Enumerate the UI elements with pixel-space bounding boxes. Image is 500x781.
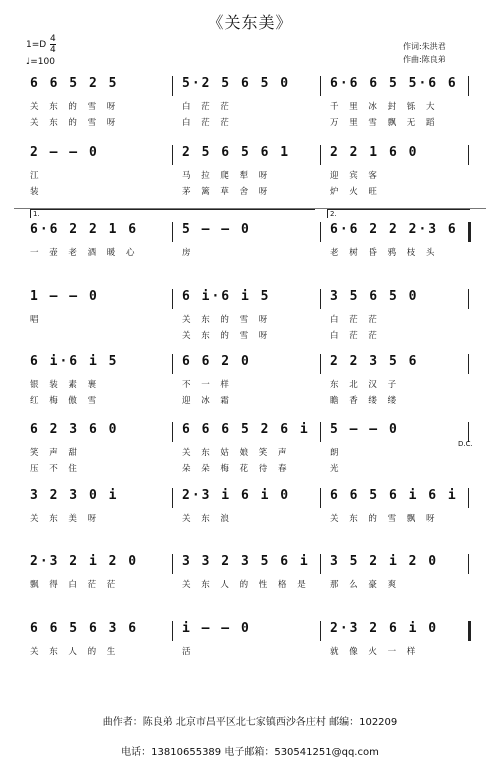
lyric-verse-1: 千 里 冰 封 铄 大 — [330, 102, 439, 112]
lyric-verse-1: 房 — [182, 248, 195, 258]
bar-line — [320, 554, 321, 574]
bar-line — [320, 145, 321, 165]
lyric-verse-2: 压 不 住 — [30, 464, 81, 474]
measure-notes: 1 — — 0 — [30, 289, 99, 304]
lyric-verse-2: 白 茫 茫 — [182, 118, 233, 128]
measure-notes: 2 — — 0 — [30, 145, 99, 160]
bar-line — [172, 222, 173, 242]
bar-line — [172, 76, 173, 96]
measure-notes: 2 2 3 5 6 — [330, 354, 419, 369]
bar-line — [320, 621, 321, 641]
footer-composer-info: 曲作者：陈良弟 北京市昌平区北七家镇西沙各庄村 邮编：102209 — [102, 717, 398, 728]
bar-line — [172, 354, 173, 374]
lyric-verse-1: 唱 — [30, 315, 43, 325]
composer: 作曲:陈良弟 — [403, 55, 446, 64]
lyric-verse-2: 茅 篱 草 舍 呀 — [182, 187, 272, 197]
time-signature — [50, 34, 56, 55]
lyric-verse-1: 东 北 汉 子 — [330, 380, 401, 390]
volta-2: 2. — [327, 209, 470, 218]
footer-contact-info: 电话：13810655389 电子邮箱：530541251@qq.com — [121, 747, 379, 758]
measure-notes: i — — 0 — [182, 621, 251, 636]
bar-line — [320, 354, 321, 374]
bar-line — [320, 76, 321, 96]
lyric-verse-1: 老 树 昏 鸦 枝 头 — [330, 248, 439, 258]
dc-marking: D.C. — [458, 440, 473, 448]
bar-line-end — [468, 422, 469, 442]
lyric-verse-2: 朵 朵 梅 花 待 春 — [182, 464, 291, 474]
measure-notes: 6 6 5 2 5 — [30, 76, 119, 91]
time-bottom: 4 — [50, 45, 56, 55]
lyric-verse-2: 光 — [330, 464, 343, 474]
lyric-verse-1: 那 么 豪 爽 — [330, 580, 401, 590]
lyric-verse-1: 迎 宾 客 — [330, 171, 381, 181]
lyric-verse-2: 迎 冰 霜 — [182, 396, 233, 406]
lyric-verse-2: 关 东 的 雪 呀 — [30, 118, 120, 128]
lyric-verse-1: 白 茫 茫 — [330, 315, 381, 325]
bar-line-end — [468, 488, 469, 508]
measure-notes: 6·6 6 5 5·6 6 — [330, 76, 458, 91]
bar-line — [320, 222, 321, 242]
bar-line-end — [468, 222, 471, 242]
lyric-verse-2: 炉 火 旺 — [330, 187, 381, 197]
bar-line — [320, 289, 321, 309]
lyric-verse-1: 朗 — [330, 448, 343, 458]
bar-line — [320, 488, 321, 508]
bar-line — [320, 422, 321, 442]
measure-notes: 3 3 2 3 5 6 i — [182, 554, 310, 569]
measure-notes: 3 5 2 i 2 0 — [330, 554, 439, 569]
bar-line-end — [468, 621, 471, 641]
time-top: 4 — [50, 34, 56, 44]
bar-line-end — [468, 354, 469, 374]
bar-line — [172, 145, 173, 165]
measure-notes: 6 i·6 i 5 — [182, 289, 271, 304]
lyric-verse-1: 笑 声 甜 — [30, 448, 81, 458]
measure-notes: 5 — — 0 — [330, 422, 399, 437]
lyric-verse-1: 马 拉 爬 犁 呀 — [182, 171, 272, 181]
bar-line — [172, 488, 173, 508]
lyric-verse-1: 一 壶 老 酒 暖 心 — [30, 248, 139, 258]
lyric-verse-2: 白 茫 茫 — [330, 331, 381, 341]
measure-notes: 2·3 2 i 2 0 — [30, 554, 139, 569]
lyric-verse-1: 白 茫 茫 — [182, 102, 233, 112]
bar-line-end — [468, 76, 469, 96]
measure-notes: 2·3 i 6 i 0 — [182, 488, 291, 503]
lyric-verse-1: 江 — [30, 171, 43, 181]
bar-line-end — [468, 289, 469, 309]
volta-1: 1. — [30, 209, 315, 218]
lyric-verse-1: 关 东 美 呀 — [30, 514, 101, 524]
lyric-verse-1: 关 东 的 雪 呀 — [30, 102, 120, 112]
lyric-verse-1: 活 — [182, 647, 195, 657]
measure-notes: 6 i·6 i 5 — [30, 354, 119, 369]
lyric-verse-2: 关 东 的 雪 呀 — [182, 331, 272, 341]
lyric-verse-1: 关 东 浪 — [182, 514, 233, 524]
bar-line — [172, 554, 173, 574]
measure-notes: 3 5 6 5 0 — [330, 289, 419, 304]
lyric-verse-1: 关 东 人 的 生 — [30, 647, 120, 657]
measure-notes: 3 2 3 0 i — [30, 488, 119, 503]
lyric-verse-1: 就 像 火 一 样 — [330, 647, 420, 657]
measure-notes: 5 — — 0 — [182, 222, 251, 237]
lyric-verse-2: 红 梅 傲 雪 — [30, 396, 101, 406]
song-title: 《关东美》 — [207, 13, 293, 32]
credits — [403, 40, 446, 66]
measure-notes: 6·6 2 2 1 6 — [30, 222, 139, 237]
lyric-verse-2: 装 — [30, 187, 43, 197]
bar-line — [172, 621, 173, 641]
bar-line-end — [468, 145, 469, 165]
lyric-verse-1: 关 东 人 的 性 格 是 — [182, 580, 310, 590]
lyric-verse-1: 银 装 素 裹 — [30, 380, 101, 390]
measure-notes: 2 2 1 6 0 — [330, 145, 419, 160]
measure-notes: 6·6 2 2 2·3 6 — [330, 222, 458, 237]
measure-notes: 6 6 5 6 i 6 i — [330, 488, 458, 503]
lyric-verse-1: 飘 得 白 茫 茫 — [30, 580, 120, 590]
lyric-verse-1: 关 东 姑 娘 笑 声 — [182, 448, 291, 458]
measure-notes: 6 2 3 6 0 — [30, 422, 119, 437]
measure-notes: 5·2 5 6 5 0 — [182, 76, 291, 91]
lyric-verse-1: 关 东 的 雪 飘 呀 — [330, 514, 439, 524]
measure-notes: 6 6 2 0 — [182, 354, 251, 369]
lyricist: 作词:朱洪君 — [403, 42, 446, 51]
measure-notes: 6 6 5 6 3 6 — [30, 621, 139, 636]
key-signature: 1=D — [26, 40, 47, 50]
tempo-marking: ♩=100 — [26, 57, 55, 67]
bar-line — [172, 289, 173, 309]
lyric-verse-2: 瞻 香 缕 缕 — [330, 396, 401, 406]
lyric-verse-1: 关 东 的 雪 呀 — [182, 315, 272, 325]
bar-line — [172, 422, 173, 442]
lyric-verse-2: 万 里 雪 飘 无 蹈 — [330, 118, 439, 128]
measure-notes: 6 6 6 5 2 6 i — [182, 422, 310, 437]
measure-notes: 2·3 2 6 i 0 — [330, 621, 439, 636]
lyric-verse-1: 不 一 样 — [182, 380, 233, 390]
bar-line-end — [468, 554, 469, 574]
measure-notes: 2 5 6 5 6 1 — [182, 145, 291, 160]
